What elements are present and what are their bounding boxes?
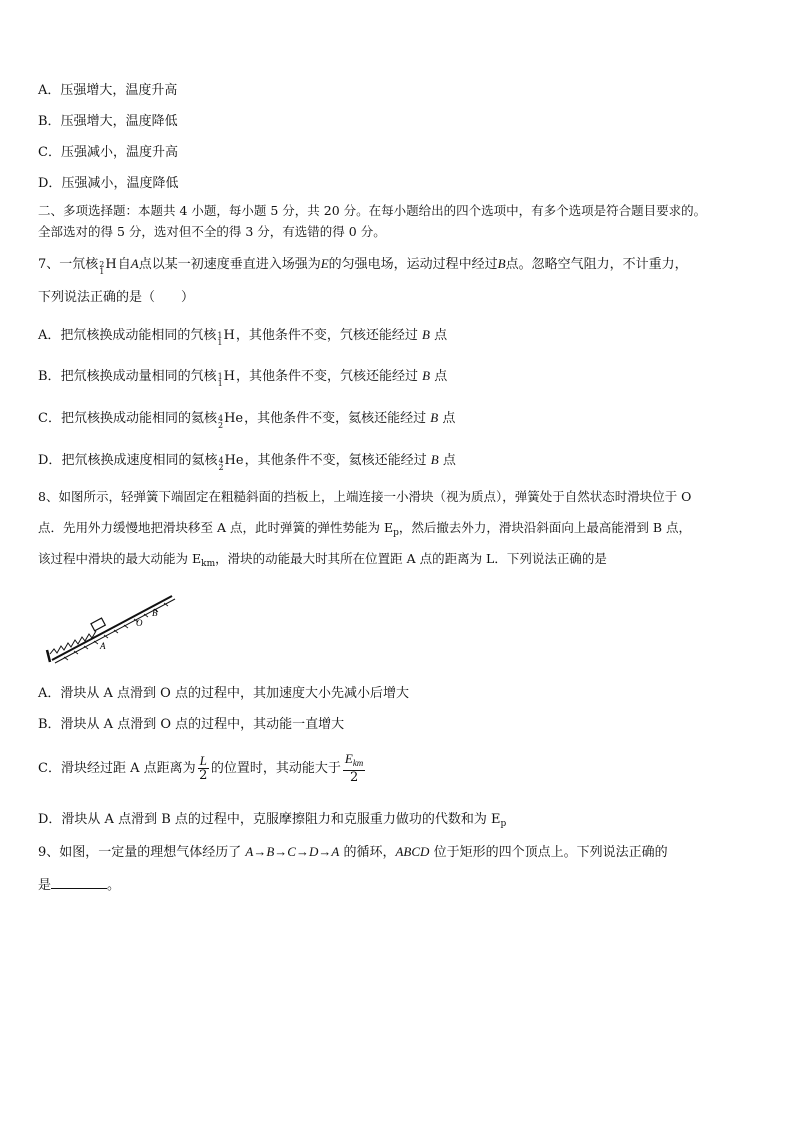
- q6-option-d: D．压强减小，温度降低: [38, 176, 179, 191]
- q8-option-b: B．滑块从 A 点滑到 O 点的过程中，其动能一直增大: [38, 717, 345, 732]
- section2-heading-line2: 全部选对的得 5 分，选对但不全的得 3 分，有选错的得 0 分。: [38, 224, 386, 239]
- deuteron-symbol: 2 1 H: [99, 257, 117, 276]
- q7-option-c: C．把氘核换成动能相同的氦核 4 2 He，其他条件不变，氦核还能经过 B 点: [38, 410, 456, 430]
- incline-spring-diagram: [44, 588, 184, 668]
- q9-stem-line2: 是 。: [38, 878, 121, 893]
- point-label-a: A: [100, 641, 106, 651]
- q7-stem-line2: 下列说法正确的是（ ）: [38, 290, 195, 305]
- point-label-o: O: [136, 618, 143, 628]
- fraction-ekm-over-2: $\frac{E_{km}}{2}$: [344, 751, 364, 785]
- fraction-l-over-2: $\frac{L}{2}$: [199, 753, 208, 783]
- q6-option-c: C．压强减小，温度升高: [38, 145, 178, 160]
- stopper: [47, 650, 50, 662]
- q6-option-a: A．压强增大，温度升高: [38, 83, 178, 98]
- q8-stem-line2: 点．先用外力缓慢地把滑块移至 A 点，此时弹簧的弹性势能为 $E_p$，然后撤去外力，滑块沿斜面向上最高能滑到 B 点，: [38, 520, 691, 538]
- q7-option-d: D．把氘核换成速度相同的氦核 4 2 He，其他条件不变，氦核还能经过 B 点: [38, 452, 456, 472]
- q7-option-b: B．把氘核换成动量相同的氕核 1 1 H，其他条件不变，氕核还能经过 B 点: [38, 368, 448, 388]
- q7-stem-line1: 7、一氘核 2 1 H自A点以某一初速度垂直进入场强为E的匀强电场，运动过程中经过B点。忽略空气阻力，不计重力，: [38, 256, 688, 276]
- q7-option-a: A．把氘核换成动能相同的氕核 1 1 H，其他条件不变，氕核还能经过 B 点: [38, 327, 448, 347]
- q8-stem-line1: 8、如图所示，轻弹簧下端固定在粗糙斜面的挡板上，上端连接一小滑块（视为质点），弹簧处于自然状态时滑块位于 O: [38, 489, 692, 504]
- q8-option-d: D．滑块从 A 点滑到 B 点的过程中，克服摩擦阻力和克服重力做功的代数和为 $E_p$: [38, 812, 507, 829]
- q8-option-c: C．滑块经过距 A 点距离为 $\frac{L}{2}$ 的位置时，其动能大于 $\frac{E_{km}}{2}$: [38, 751, 364, 785]
- answer-blank[interactable]: [51, 876, 107, 889]
- q8-option-a: A．滑块从 A 点滑到 O 点的过程中，其加速度大小先减小后增大: [38, 686, 409, 701]
- q9-stem-line1: 9、如图，一定量的理想气体经历了 A→B→C→D→A 的循环，ABCD 位于矩形的四个顶点上。下列说法正确的: [38, 844, 668, 860]
- spring: [50, 631, 96, 654]
- slider-block: [91, 618, 105, 631]
- q8-stem-line3: 该过程中滑块的最大动能为 $E_{km}$，滑块的动能最大时其所在位置距 A 点的距离为 L．下列说法正确的是: [38, 551, 607, 569]
- q6-option-b: B．压强增大，温度降低: [38, 114, 178, 129]
- incline-surface: [52, 596, 172, 660]
- point-label-b: B: [152, 608, 158, 618]
- section2-heading-line1: 二、多项选择题：本题共 4 小题，每小题 5 分，共 20 分。在每小题给出的四个选项中，有多个选项是符合题目要求的。: [38, 203, 707, 218]
